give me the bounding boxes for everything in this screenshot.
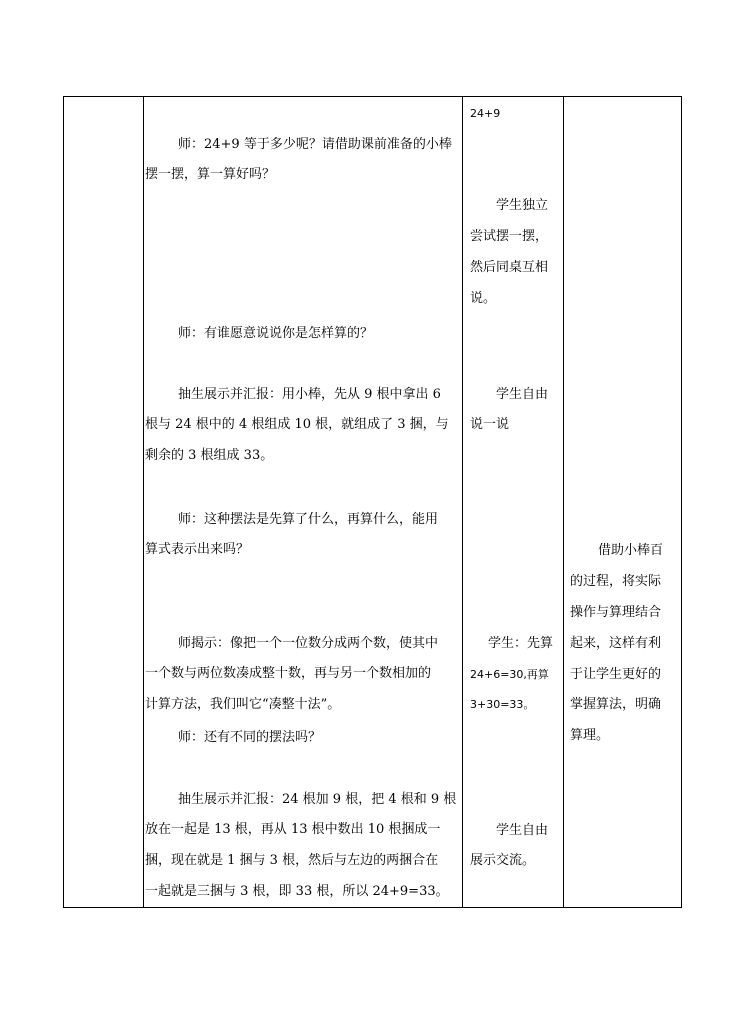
teacher-text-line: 放在一起是 13 根，再从 13 根中数出 10 根捆成一	[145, 822, 441, 837]
column-divider	[462, 97, 463, 907]
teacher-text-line: 算式表示出来吗？	[145, 542, 250, 557]
student-text-line: 3+30=33。	[470, 698, 535, 711]
teacher-text-line: 捆，现在就是 1 捆与 3 根，然后与左边的两捆合在	[145, 853, 439, 868]
design-text-line: 操作与算理结合	[570, 605, 662, 620]
student-text-line: 学生自由	[496, 387, 549, 402]
teacher-text-line: 剩余的 3 根组成 33。	[145, 448, 274, 463]
teacher-text-line: 一起就是三捆与 3 根，即 33 根，所以 24+9=33。	[145, 884, 449, 899]
design-text-line: 的过程，将实际	[570, 574, 662, 589]
column-divider	[563, 97, 564, 907]
lesson-table	[63, 96, 682, 908]
teacher-text-line: 师揭示：像把一个一位数分成两个数，使其中	[178, 636, 439, 651]
teacher-text-line: 师：这种摆法是先算了什么，再算什么，能用	[178, 512, 439, 527]
teacher-text-line: 师：还有不同的摆法吗？	[178, 730, 322, 745]
design-text-line: 于让学生更好的	[570, 667, 662, 682]
student-text-line: 然后同桌互相	[470, 260, 549, 275]
teacher-text-line: 师：24+9 等于多少呢？请借助课前准备的小棒	[178, 137, 452, 152]
teacher-text-line: 摆一摆，算一算好吗？	[145, 167, 276, 182]
student-text-line: 学生：先算	[488, 636, 554, 651]
column-divider	[143, 97, 144, 907]
teacher-text-line: 师：有谁愿意说说你是怎样算的？	[178, 326, 374, 341]
student-text-line: 24+9	[470, 107, 501, 120]
student-text-line: 说一说	[470, 417, 510, 432]
design-text-line: 起来，这样有利	[570, 636, 662, 651]
teacher-text-line: 抽生展示并汇报：用小棒，先从 9 根中拿出 6	[178, 387, 441, 402]
teacher-text-line: 根与 24 根中的 4 根组成 10 根，就组成了 3 捆，与	[145, 417, 449, 432]
teacher-text-line: 一个数与两位数凑成整十数，再与另一个数相加的	[145, 666, 432, 681]
teacher-text-line: 计算方法，我们叫它“凑整十法”。	[145, 697, 341, 712]
student-text-line: 学生自由	[496, 823, 549, 838]
student-text-line: 说。	[470, 291, 497, 306]
design-text-line: 借助小棒百	[598, 543, 664, 558]
student-text-line: 展示交流。	[470, 853, 536, 868]
teacher-text-line: 抽生展示并汇报：24 根加 9 根，把 4 根和 9 根	[178, 792, 457, 807]
student-text-line: 尝试摆一摆，	[470, 229, 549, 244]
student-text-line: 24+6=30,再算	[470, 668, 549, 681]
design-text-line: 算理。	[570, 728, 610, 743]
design-text-line: 掌握算法，明确	[570, 697, 662, 712]
student-text-line: 学生独立	[496, 198, 549, 213]
